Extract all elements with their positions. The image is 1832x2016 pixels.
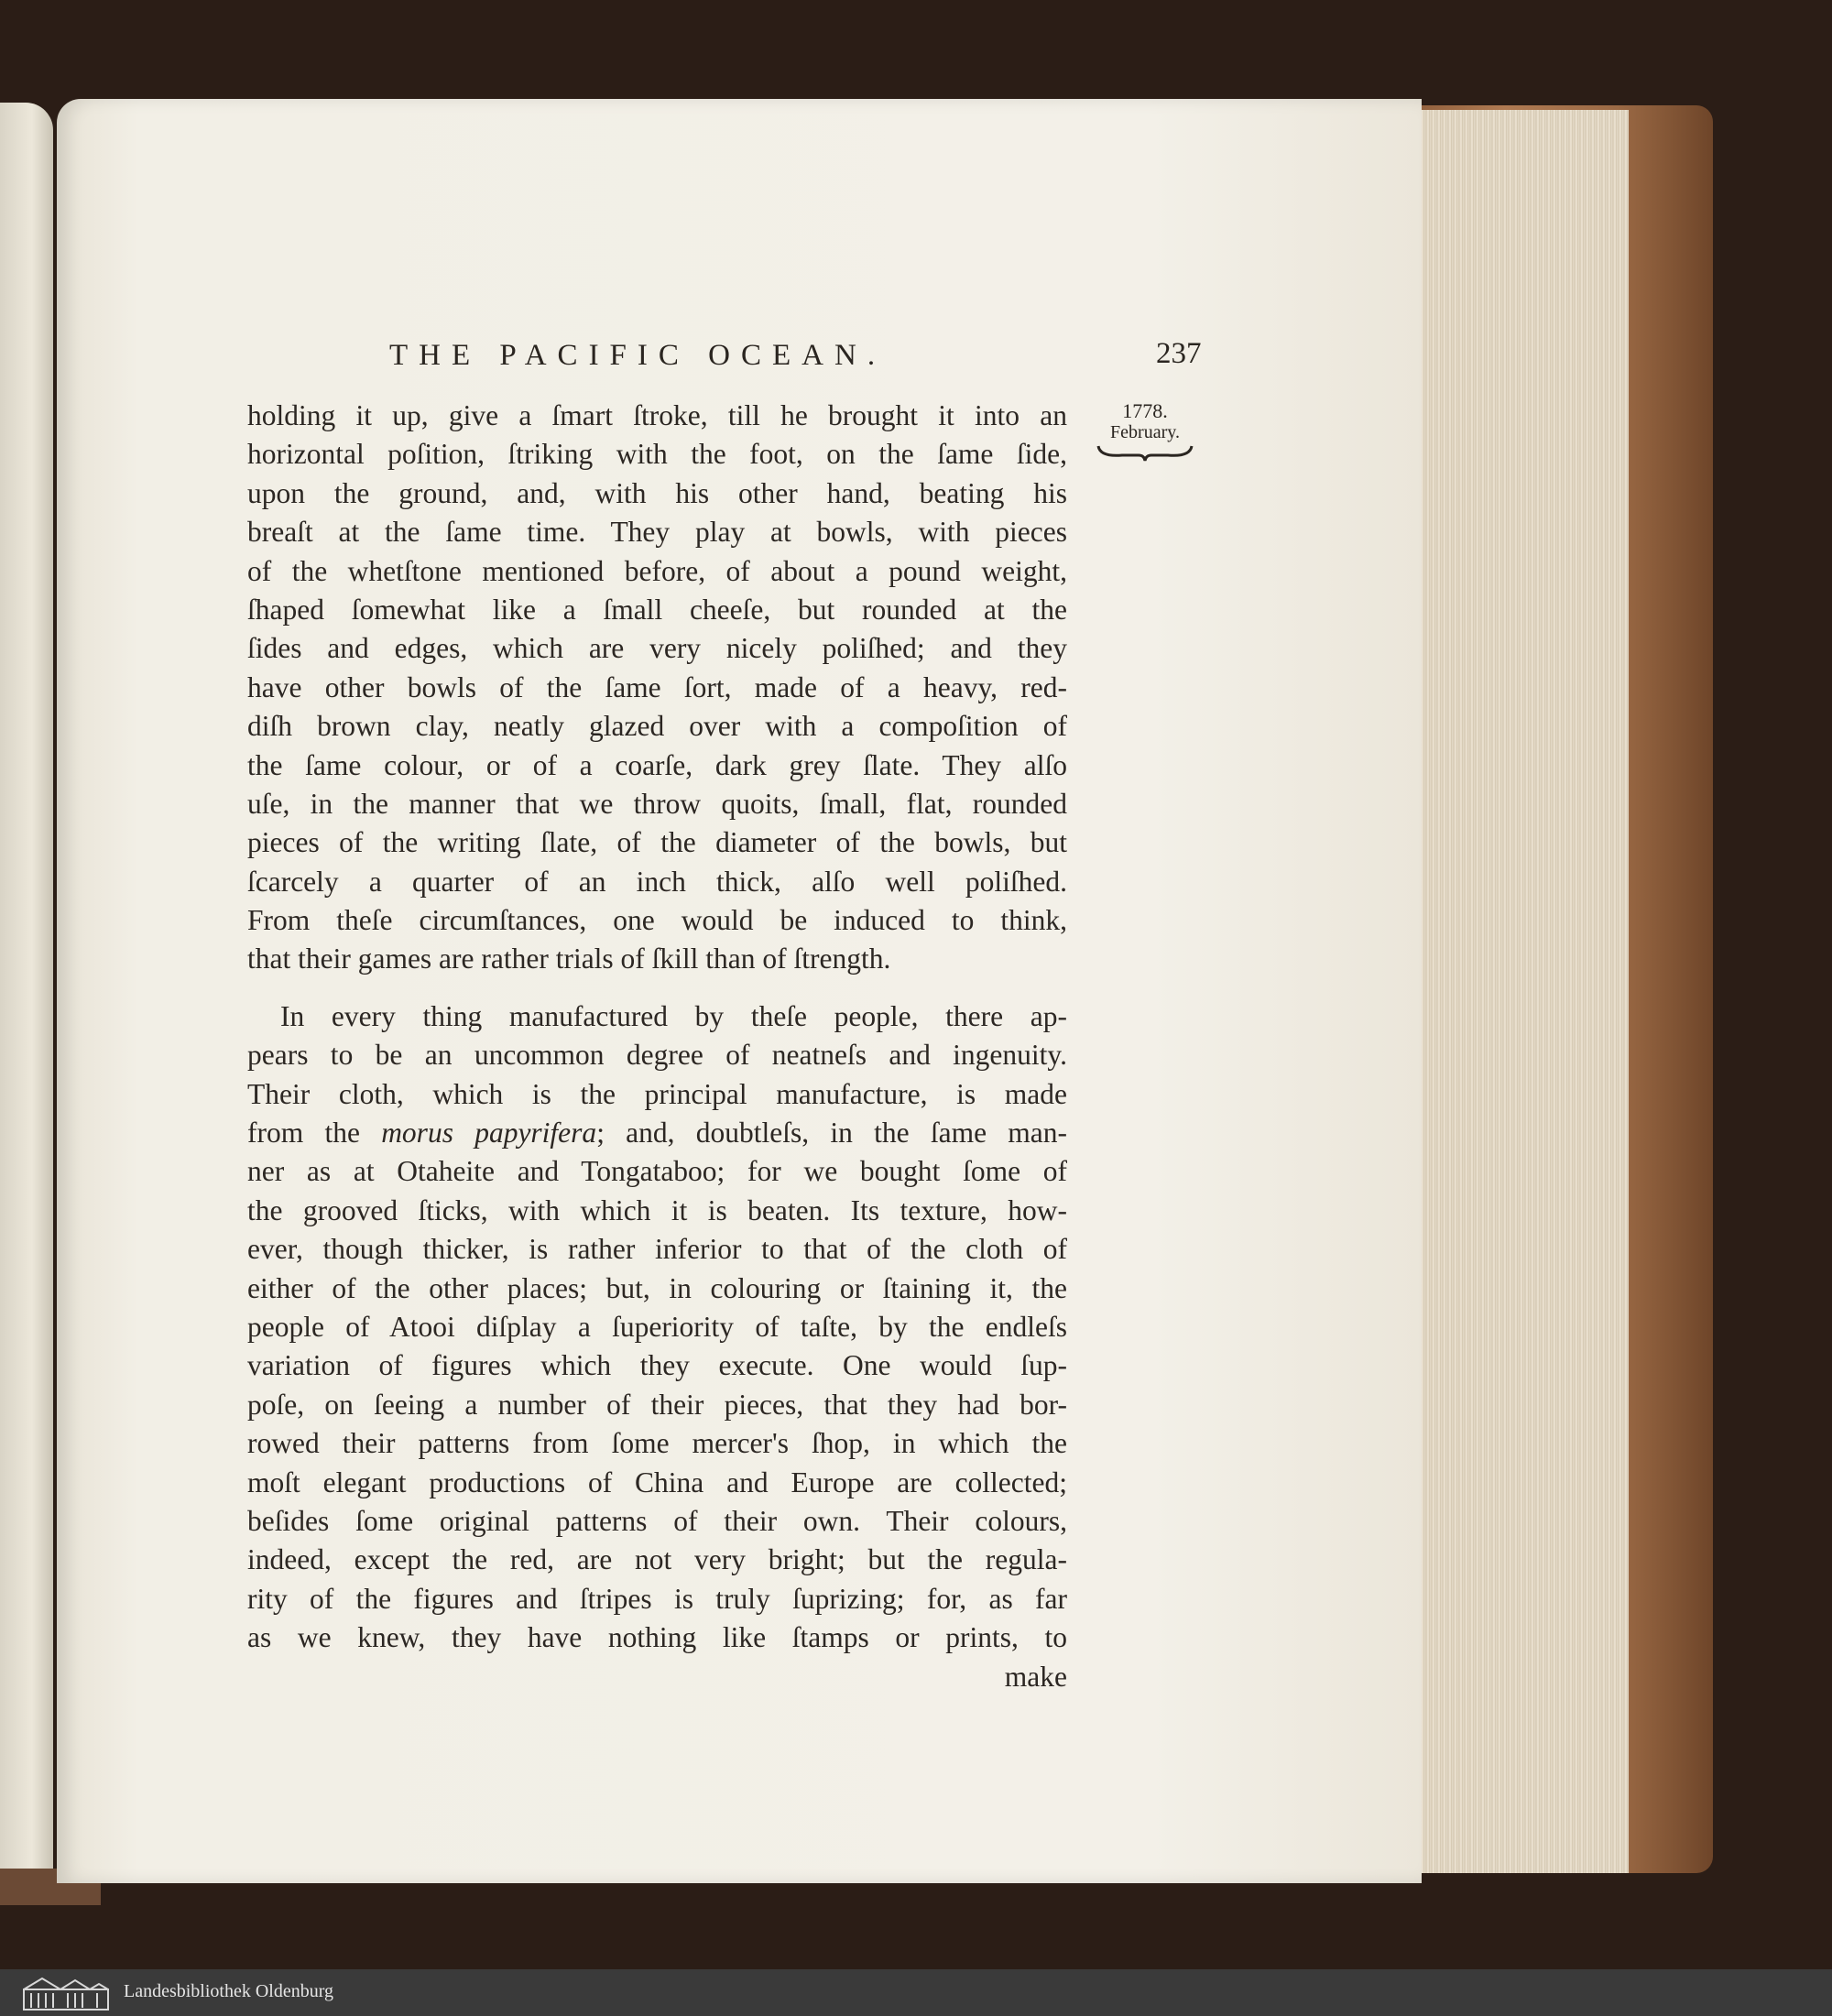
body-text bbox=[247, 397, 1067, 1696]
library-building-icon bbox=[20, 1971, 112, 2013]
text-line: rity of the figures and ſtripes is truly ſuprizing; for, as far bbox=[247, 1582, 1067, 1615]
margin-date-note bbox=[1095, 400, 1195, 463]
text-line: ever, though thicker, is rather inferior to that of the cloth of bbox=[247, 1233, 1067, 1266]
running-title: THE PACIFIC OCEAN. bbox=[389, 339, 887, 372]
text-line: ſhaped ſomewhat like a ſmall cheeſe, but rounded at the bbox=[247, 593, 1067, 626]
page-number: 237 bbox=[1156, 337, 1202, 370]
sidenote-month: February. bbox=[1110, 422, 1180, 442]
text-line: of the whetſtone mentioned before, of about a pound weight, bbox=[247, 554, 1067, 587]
catchword: make bbox=[1004, 1660, 1067, 1693]
paragraph-2 bbox=[247, 997, 1067, 1658]
left-page-edge bbox=[0, 103, 53, 1884]
text-line: the ſame colour, or of a coarſe, dark grey ſlate. They alſo bbox=[247, 748, 1067, 781]
text-line: From theſe circumſtances, one would be induced to think, bbox=[247, 904, 1067, 937]
text-line: diſh brown clay, neatly glazed over with a compoſition of bbox=[247, 710, 1067, 743]
text-line: ner as at Otaheite and Tongataboo; for we bought ſome of bbox=[247, 1155, 1067, 1188]
paragraph-1 bbox=[247, 397, 1067, 979]
page-fore-edge bbox=[1411, 110, 1629, 1873]
text-line: breaſt at the ſame time. They play at bowls, with pieces bbox=[247, 516, 1067, 549]
library-name: Landesbibliothek Oldenburg bbox=[124, 1981, 334, 2001]
text-line: the grooved ſticks, with which it is beaten. Its texture, how- bbox=[247, 1193, 1067, 1226]
text-line: moſt elegant productions of China and Europe are collected; bbox=[247, 1466, 1067, 1498]
text-line: upon the ground, and, with his other hand, beating his bbox=[247, 476, 1067, 509]
text-line: pears to be an uncommon degree of neatneſs and ingenuity. bbox=[247, 1039, 1067, 1072]
text-line: as we knew, they have nothing like ſtamps or prints, to bbox=[247, 1621, 1067, 1654]
brace-icon bbox=[1095, 442, 1195, 463]
text-line: that their games are rather trials of ſkill than of ſtrength. bbox=[247, 943, 891, 975]
text-line: variation of figures which they execute. One would ſup- bbox=[247, 1349, 1067, 1382]
sidenote-year: 1778. bbox=[1122, 399, 1168, 422]
text-line: horizontal poſition, ſtriking with the foot, on the ſame ſide, bbox=[247, 438, 1067, 471]
text-line: from the morus papyrifera; and, doubtleſs, in the ſame man- bbox=[247, 1117, 1068, 1150]
text-line: indeed, except the red, are not very bright; but the regula- bbox=[247, 1543, 1067, 1576]
text-line: poſe, on ſeeing a number of their pieces, that they had bor- bbox=[247, 1388, 1067, 1421]
text-line: people of Atooi diſplay a ſuperiority of taſte, by the endleſs bbox=[247, 1310, 1067, 1343]
text-line: pieces of the writing ſlate, of the diameter of the bowls, but bbox=[247, 826, 1067, 859]
text-line: beſides ſome original patterns of their own. Their colours, bbox=[247, 1504, 1067, 1537]
text-line: holding it up, give a ſmart ſtroke, till he brought it into an bbox=[247, 399, 1067, 431]
text-line: have other bowls of the ſame ſort, made of a heavy, red- bbox=[247, 670, 1067, 703]
text-line: ſcarcely a quarter of an inch thick, alſo well poliſhed. bbox=[247, 865, 1067, 898]
text-line: In every thing manufactured by theſe people, there ap- bbox=[280, 999, 1067, 1032]
text-line: uſe, in the manner that we throw quoits, ſmall, flat, rounded bbox=[247, 787, 1067, 820]
italic-term: morus papyrifera bbox=[381, 1117, 597, 1150]
text-line: rowed their patterns from ſome mercer's ſhop, in which the bbox=[247, 1427, 1067, 1460]
text-line: ſides and edges, which are very nicely poliſhed; and they bbox=[247, 632, 1067, 665]
text-line: Their cloth, which is the principal manufacture, is made bbox=[247, 1077, 1067, 1110]
text-line: either of the other places; but, in colouring or ſtaining it, the bbox=[247, 1271, 1067, 1304]
